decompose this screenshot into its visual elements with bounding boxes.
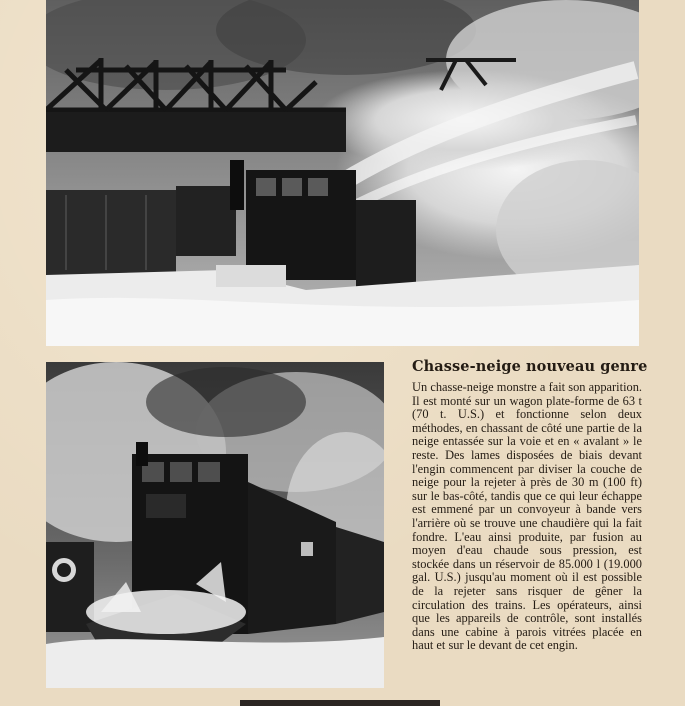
snowplow-under-bridge-photo [46,0,639,346]
article-body: Un chasse-neige monstre a fait son apparition. Il est monté sur un wagon plate-forme de 63 t (70 t. U.S.) et fonctionne selon deux méthodes, en chassant de côté une partie de la neige entassée sur la voie et en « avalant » le reste. Des lames disposées de biais devant l'engin commencent par diviser la couche de neige pour la rejeter à près de 30 m (100 ft) sur le bas-côté, tandis que ce qui leur échappe est emmené par un convoyeur à bande vers l'arrière où se trouve une chaudière qui la fait fondre. L'eau ainsi produite, par fusion au moyen d'eau chaude sous pression, est stockée dans un réservoir de 85.000 l (19.000 gal. U.S.) jusqu'au moment où il est possible de la rejeter sans risquer de gêner la circulation des trains. Les opérateurs, ainsi que les appareils de contrôle, sont installés dans une cabine à parois vitrées placée en haut et sur le devant de cet engin. [412,380,642,653]
article-column [412,358,648,653]
snowplow-locomotive-photo [46,362,384,688]
page-bottom-edge [240,700,440,706]
article-headline: Chasse-neige nouveau genre [412,358,648,375]
